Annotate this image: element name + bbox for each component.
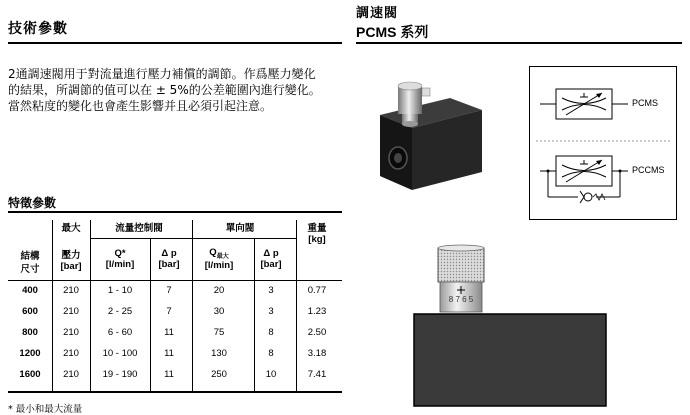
check-group-rule <box>192 238 296 239</box>
section-title: 技術參數 <box>8 21 68 37</box>
product-type: 調速閥 <box>356 6 399 21</box>
flow-group-rule <box>90 238 192 239</box>
table-row: 600 210 2 - 25 7 30 3 1.23 <box>22 306 327 317</box>
table-bottom-rule <box>8 391 342 393</box>
valve-product-image <box>360 80 490 200</box>
col-divider <box>254 238 255 391</box>
series-title: PCMS 系列 <box>356 24 429 40</box>
description-line: 的結果，所調節的值可以在 ± 5%的公差範圍內進行變化。 <box>8 83 321 97</box>
description <box>8 66 348 114</box>
col-header-check-valve: 單向閥 <box>225 223 255 234</box>
symbol-label-pccms: PCCMS <box>632 165 665 175</box>
valve-block <box>414 314 606 406</box>
col-header-dp: Δ p [bar] <box>158 248 180 270</box>
description-line: 當然粘度的變化也會產生影響并且必須引起注意。 <box>8 99 273 113</box>
description-line: 2通調速閥用于對流量進行壓力補償的調節。作爲壓力變化 <box>8 67 316 81</box>
table-row: 400 210 1 - 10 7 20 3 0.77 <box>22 285 327 296</box>
table-row: 1200 210 10 - 100 11 130 8 3.18 <box>19 348 327 359</box>
col-header-q: Q* [l/min] <box>105 248 135 270</box>
col-divider <box>150 238 151 391</box>
col-header-size: 結構尺寸 <box>20 251 40 275</box>
knob-scale-text: 8 7 6 5 <box>448 295 474 304</box>
table-row: 1600 210 19 - 190 11 250 10 7.41 <box>19 369 327 380</box>
col-header-flow-valve: 流量控制閥 <box>115 223 163 234</box>
table-header-rule <box>8 280 342 281</box>
header-rule-left <box>8 42 342 44</box>
col-header-max: 最大 <box>61 223 81 234</box>
col-header-qmax: $Q_{最大}$ [l/min] <box>204 247 234 271</box>
header-rule-right <box>356 42 682 44</box>
footnote: * 最小和最大流量 <box>8 404 83 415</box>
col-divider <box>90 220 91 391</box>
symbol-label-pcms: PCMS <box>632 98 659 108</box>
col-header-pressure: 壓力 [bar] <box>60 249 82 272</box>
hydraulic-symbols-diagram <box>530 67 676 219</box>
table-row: 800 210 6 - 60 11 75 8 2.50 <box>22 327 327 338</box>
features-rule <box>8 211 342 213</box>
spec-table <box>8 220 342 385</box>
col-header-dp-check: Δ p [bar] <box>260 248 282 270</box>
col-divider <box>296 220 297 391</box>
symbols-box <box>529 66 677 220</box>
col-divider <box>52 220 53 391</box>
col-divider <box>192 220 193 391</box>
adjustment-knob-image <box>410 240 610 410</box>
col-header-weight: 重量 [kg] <box>307 223 327 245</box>
features-title: 特徵參數 <box>8 196 57 210</box>
